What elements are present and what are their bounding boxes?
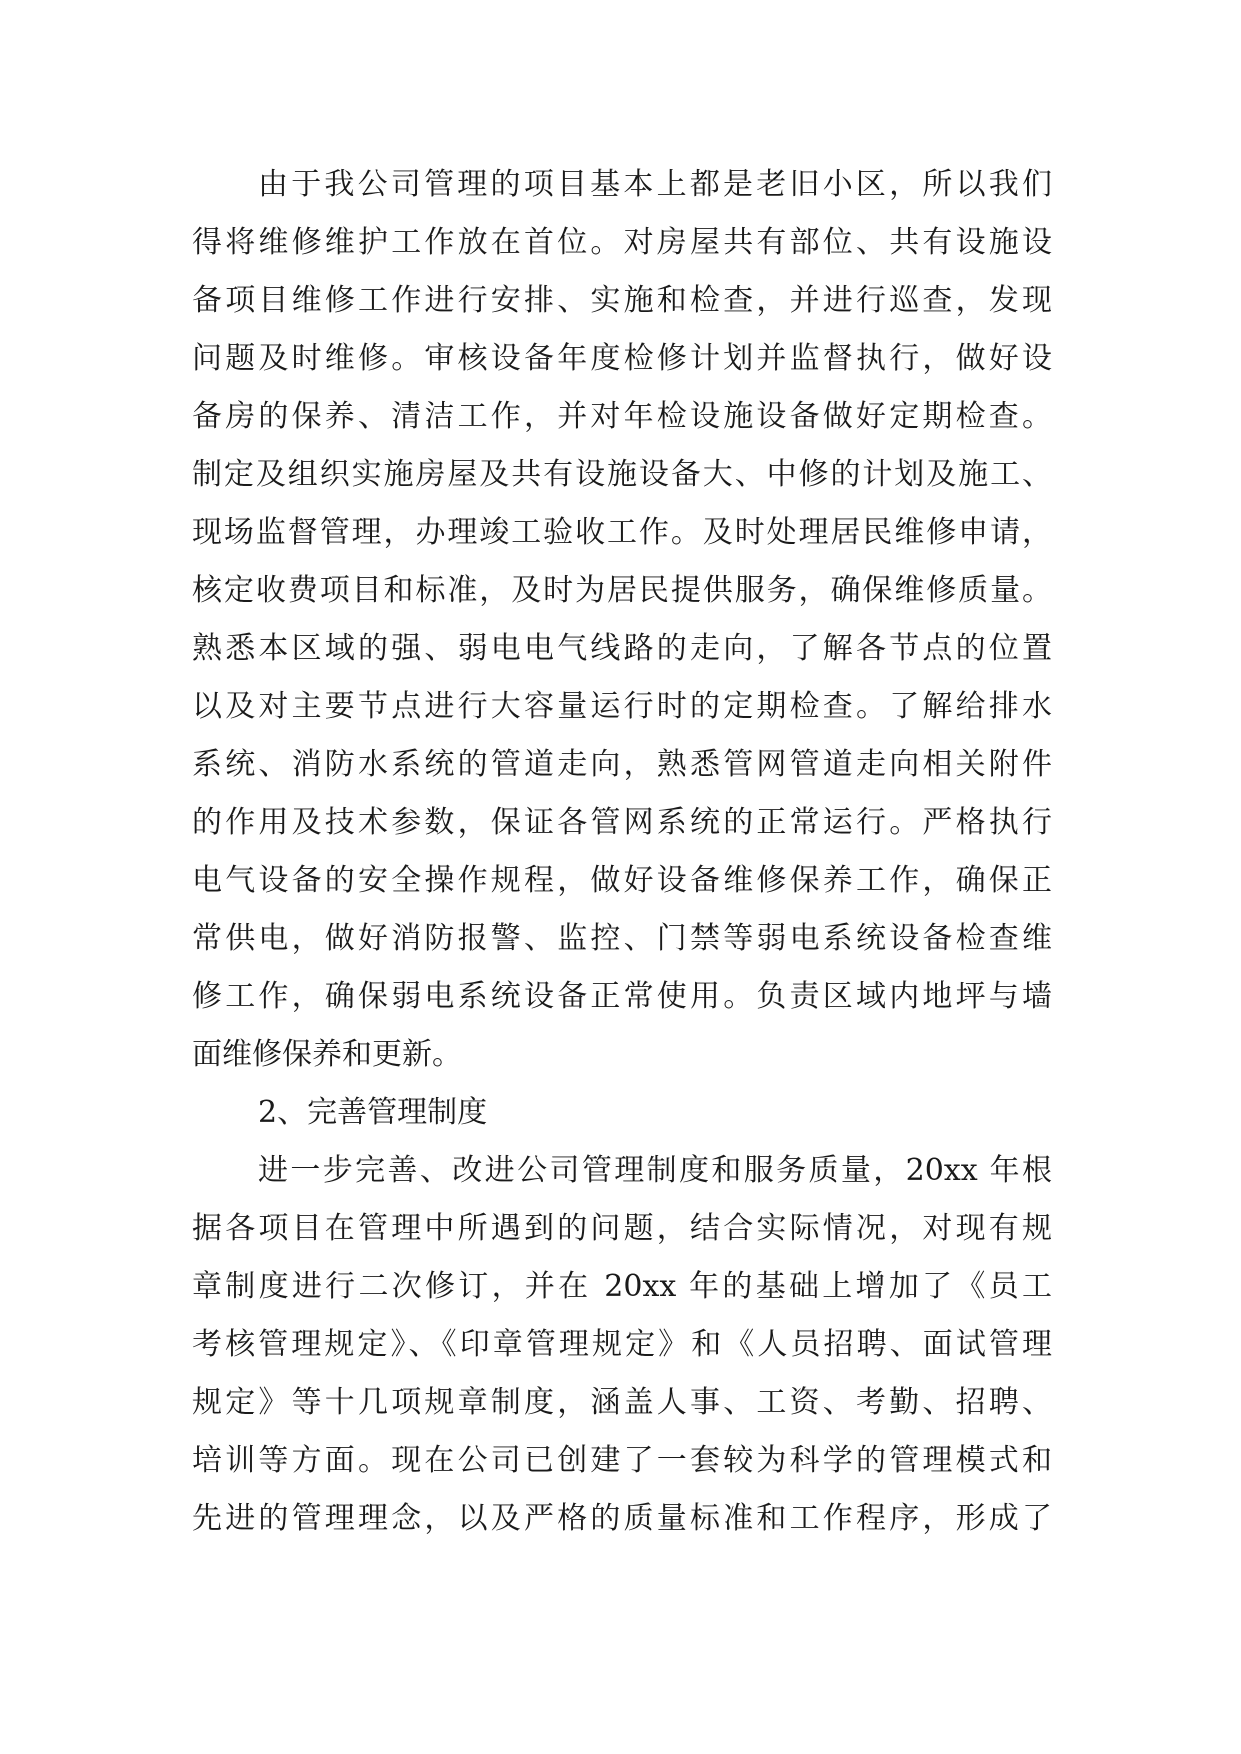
text-line: 得将维修维护工作放在首位。对房屋共有部位、共有设施设	[192, 225, 1052, 260]
text-line: 考核管理规定》、《印章管理规定》和《人员招聘、面试管理	[192, 1327, 1052, 1362]
text-line: 修工作，确保弱电系统设备正常使用。负责区域内地坪与墙	[192, 979, 1052, 1014]
text-line: 制定及组织实施房屋及共有设施设备大、中修的计划及施工、	[192, 457, 1052, 492]
text-line: 面维修保养和更新。	[192, 1037, 462, 1072]
text-line: 章制度进行二次修订，并在 20xx 年的基础上增加了《员工	[192, 1269, 1052, 1304]
text-line: 进一步完善、改进公司管理制度和服务质量，20xx 年根	[258, 1153, 1052, 1188]
text-line: 备房的保养、清洁工作，并对年检设施设备做好定期检查。	[192, 399, 1052, 434]
text-line: 规定》等十几项规章制度，涵盖人事、工资、考勤、招聘、	[192, 1385, 1052, 1420]
text-line: 备项目维修工作进行安排、实施和检查，并进行巡查，发现	[192, 283, 1052, 318]
text-line: 培训等方面。现在公司已创建了一套较为科学的管理模式和	[192, 1443, 1052, 1478]
text-line: 现场监督管理，办理竣工验收工作。及时处理居民维修申请，	[192, 515, 1052, 550]
section-heading: 2、完善管理制度	[258, 1095, 488, 1130]
text-line: 由于我公司管理的项目基本上都是老旧小区，所以我们	[258, 167, 1052, 202]
text-line: 常供电，做好消防报警、监控、门禁等弱电系统设备检查维	[192, 921, 1052, 956]
text-line: 问题及时维修。审核设备年度检修计划并监督执行，做好设	[192, 341, 1052, 376]
text-line: 电气设备的安全操作规程，做好设备维修保养工作，确保正	[192, 863, 1052, 898]
text-line: 核定收费项目和标准，及时为居民提供服务，确保维修质量。	[192, 573, 1052, 608]
text-line: 先进的管理理念，以及严格的质量标准和工作程序，形成了	[192, 1501, 1052, 1536]
text-line: 据各项目在管理中所遇到的问题，结合实际情况，对现有规	[192, 1211, 1052, 1246]
text-line: 的作用及技术参数，保证各管网系统的正常运行。严格执行	[192, 805, 1052, 840]
text-line: 熟悉本区域的强、弱电电气线路的走向，了解各节点的位置	[192, 631, 1052, 666]
text-line: 以及对主要节点进行大容量运行时的定期检查。了解给排水	[192, 689, 1052, 724]
text-line: 系统、消防水系统的管道走向，熟悉管网管道走向相关附件	[192, 747, 1052, 782]
